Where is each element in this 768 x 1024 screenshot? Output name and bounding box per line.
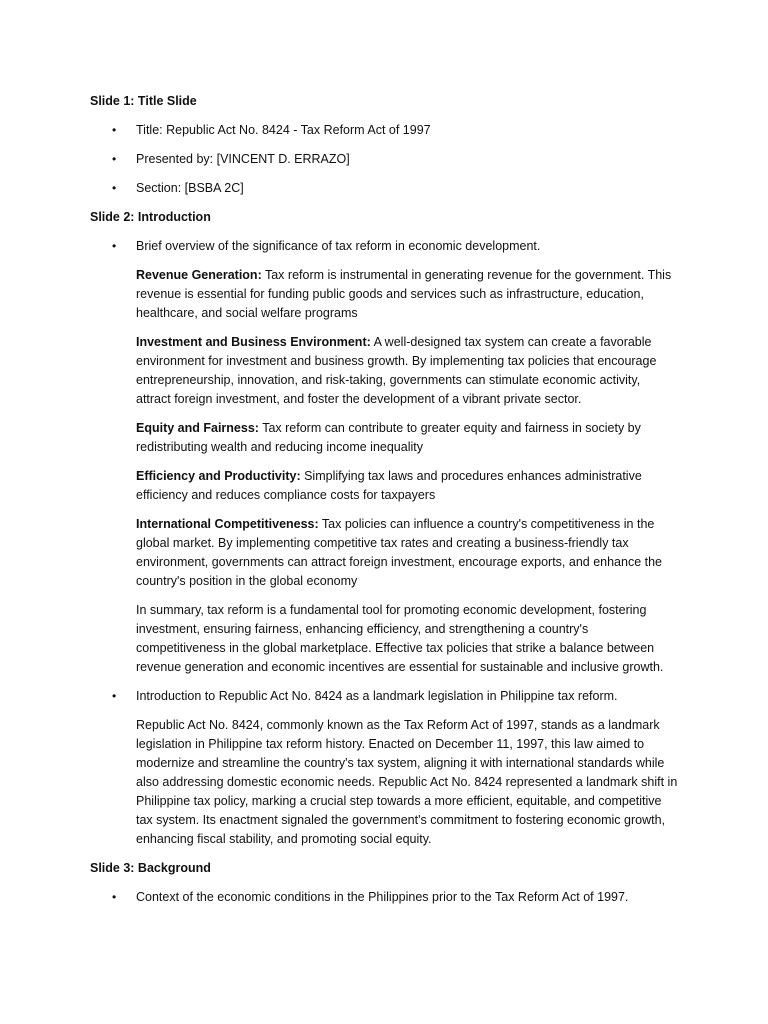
list-item: [90, 150, 678, 169]
slide-2-heading: Slide 2: Introduction: [90, 210, 211, 224]
slide-1-bullets: [90, 121, 678, 198]
point-international-competitiveness: [136, 515, 678, 591]
point-text: Simplifying tax laws and procedures enhances administrative efficiency and reduces compliance costs for taxpayers: [136, 469, 642, 502]
point-lead: Equity and Fairness:: [136, 421, 259, 435]
point-lead: Revenue Generation:: [136, 268, 262, 282]
bullet-icon: •: [112, 890, 117, 904]
point-investment-environment: [136, 333, 678, 409]
summary-paragraph: In summary, tax reform is a fundamental tool for promoting economic development, fostering investment, ensuring fairness, enhancing efficiency, and strengthening a country's competitiveness in the global marketplace. Effective tax policies that strike a balance between revenue generation and economic incentives are essential for sustainable and inclusive growth.: [136, 603, 664, 674]
point-lead: International Competitiveness:: [136, 517, 319, 531]
list-item: [90, 687, 678, 849]
point-text: Tax reform is instrumental in generating revenue for the government. This revenue is essential for funding public goods and services such as infrastructure, education, healthcare, and social welfare programs: [136, 268, 672, 320]
list-item: [90, 179, 678, 198]
bullet-icon: •: [112, 181, 117, 195]
slide-2-bullets: [90, 237, 678, 849]
point-equity-fairness: [136, 419, 678, 457]
point-lead: Efficiency and Productivity:: [136, 469, 301, 483]
point-text: Tax reform can contribute to greater equity and fairness in society by redistributing wealth and reducing income inequality: [136, 421, 641, 454]
bullet-text: Title: Republic Act No. 8424 - Tax Reform Act of 1997: [136, 123, 431, 137]
bullet-icon: •: [112, 123, 117, 137]
point-efficiency-productivity: [136, 467, 678, 505]
bullet-text: Context of the economic conditions in the Philippines prior to the Tax Reform Act of 1997.: [136, 890, 629, 904]
ra-8424-paragraph: Republic Act No. 8424, commonly known as the Tax Reform Act of 1997, stands as a landmark legislation in Philippine tax reform history. Enacted on December 11, 1997, this law aimed to modernize and streamline the country's tax system, aligning it with international standards while also addressing domestic economic needs. Republic Act No. 8424 represented a landmark shift in Philippine tax policy, marking a crucial step towards a more efficient, equitable, and competitive tax system. Its enactment signaled the government's commitment to fostering economic growth, enhancing fiscal stability, and promoting social equity.: [136, 718, 678, 846]
list-item: [90, 237, 678, 677]
bullet-text: Presented by: [VINCENT D. ERRAZO]: [136, 152, 350, 166]
bullet-text: Brief overview of the significance of tax reform in economic development.: [136, 239, 541, 253]
bullet-icon: •: [112, 689, 117, 703]
bullet-text: Introduction to Republic Act No. 8424 as a landmark legislation in Philippine tax reform.: [136, 689, 618, 703]
bullet-icon: •: [112, 152, 117, 166]
list-item: [90, 888, 678, 907]
point-lead: Investment and Business Environment:: [136, 335, 371, 349]
list-item: [90, 121, 678, 140]
slide-1-heading: Slide 1: Title Slide: [90, 94, 197, 108]
point-text: Tax policies can influence a country's competitiveness in the global market. By implementing competitive tax rates and creating a business-friendly tax environment, governments can attract foreign investment, encourage exports, and enhance the country's position in the global economy: [136, 517, 663, 588]
bullet-text: Section: [BSBA 2C]: [136, 181, 244, 195]
bullet-icon: •: [112, 239, 117, 253]
slide-3-bullets: [90, 888, 678, 907]
point-text: A well-designed tax system can create a favorable environment for investment and business growth. By implementing tax policies that encourage entrepreneurship, innovation, and risk-taking, governments can stimulate economic activity, attract foreign investment, and foster the development of a vibrant private sector.: [136, 335, 657, 406]
point-revenue-generation: [136, 266, 678, 323]
slide-3-heading: Slide 3: Background: [90, 861, 211, 875]
